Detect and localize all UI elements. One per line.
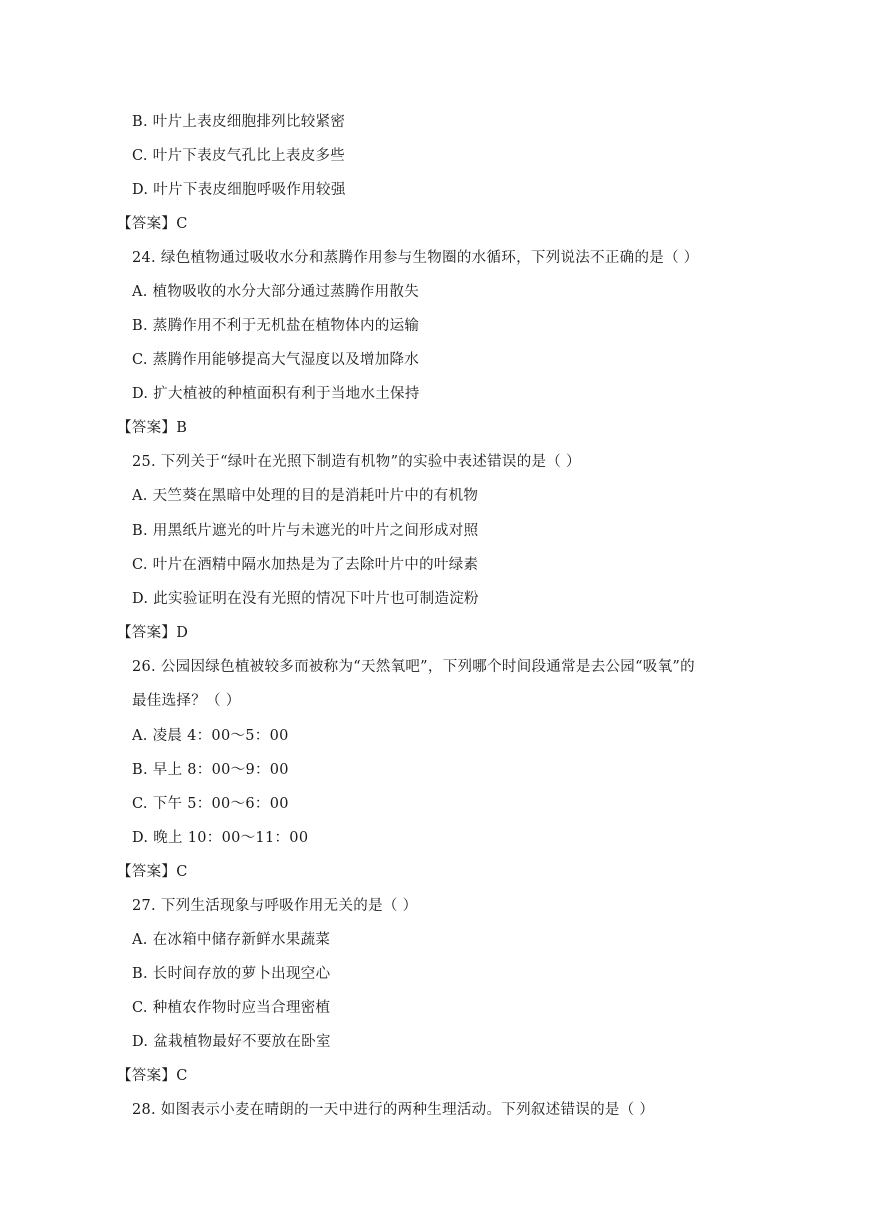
- answer-line: 【答案】B: [117, 420, 188, 436]
- option-line: A. 在冰箱中储存新鲜水果蔬菜: [132, 932, 331, 948]
- question-line: 26. 公园因绿色植被较多而被称为“天然氧吧”，下列哪个时间段通常是去公园“吸氧”的: [132, 659, 695, 675]
- question-line: 28. 如图表示小麦在晴朗的一天中进行的两种生理活动。下列叙述错误的是（ ）: [132, 1102, 655, 1118]
- option-line: D. 晚上 10：00～11：00: [132, 830, 309, 846]
- answer-line: 【答案】C: [117, 864, 188, 880]
- question-line: 25. 下列关于“绿叶在光照下制造有机物”的实验中表述错误的是（ ）: [132, 454, 581, 470]
- option-line: D. 叶片下表皮细胞呼吸作用较强: [132, 182, 346, 198]
- option-line: B. 早上 8：00～9：00: [132, 762, 289, 778]
- answer-line: 【答案】C: [117, 1068, 188, 1084]
- option-line: B. 长时间存放的萝卜出现空心: [132, 966, 331, 982]
- option-line: C. 种植农作物时应当合理密植: [132, 1000, 331, 1016]
- question-line: 最佳选择？（ ）: [132, 693, 241, 709]
- option-line: D. 此实验证明在没有光照的情况下叶片也可制造淀粉: [132, 591, 479, 607]
- option-line: B. 叶片上表皮细胞排列比较紧密: [132, 114, 346, 130]
- answer-line: 【答案】D: [117, 625, 189, 641]
- option-line: A. 凌晨 4：00～5：00: [132, 728, 289, 744]
- option-line: B. 蒸腾作用不利于无机盐在植物体内的运输: [132, 318, 420, 334]
- question-line: 24. 绿色植物通过吸收水分和蒸腾作用参与生物圈的水循环，下列说法不正确的是（ ）: [132, 250, 699, 266]
- option-line: D. 扩大植被的种植面积有利于当地水土保持: [132, 386, 420, 402]
- option-line: C. 蒸腾作用能够提高大气湿度以及增加降水: [132, 352, 420, 368]
- question-line: 27. 下列生活现象与呼吸作用无关的是（ ）: [132, 898, 418, 914]
- option-line: C. 下午 5：00～6：00: [132, 796, 289, 812]
- answer-line: 【答案】C: [117, 216, 188, 232]
- option-line: C. 叶片在酒精中隔水加热是为了去除叶片中的叶绿素: [132, 557, 479, 573]
- option-line: D. 盆栽植物最好不要放在卧室: [132, 1034, 331, 1050]
- option-line: A. 天竺葵在黑暗中处理的目的是消耗叶片中的有机物: [132, 488, 479, 504]
- option-line: B. 用黑纸片遮光的叶片与未遮光的叶片之间形成对照: [132, 523, 479, 539]
- option-line: A. 植物吸收的水分大部分通过蒸腾作用散失: [132, 284, 419, 300]
- option-line: C. 叶片下表皮气孔比上表皮多些: [132, 148, 346, 164]
